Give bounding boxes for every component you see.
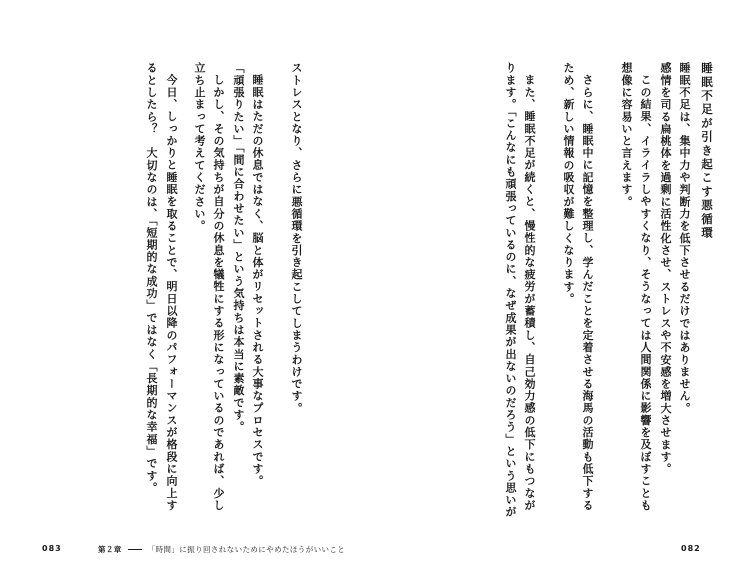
body-column: 今日、しっかりと睡眠を取ることで、明日以降のパフォーマンスが格段に向上す: [165, 74, 178, 512]
body-column: しかし、その気持ちが自分の休息を犠牲にする形になっているのであれば、少し: [212, 74, 225, 512]
running-title: 「時間」に振り回されないためにやめたほうがいいこと: [147, 545, 346, 554]
body-column: るとしたら？ 大切なのは、「短期的な成功」ではなく「長期的な幸福」です。: [145, 62, 158, 494]
section-heading: 睡眠不足が引き起こす悪循環: [700, 62, 714, 241]
body-column: 感情を司る扁桃体を過剰に活性化させ、ストレスや不安感を増大させます。: [659, 62, 672, 476]
body-column: 睡眠不足は、集中力や判断力を低下させるだけではありません。: [678, 62, 691, 415]
body-column: さらに、睡眠中に記憶を整理し、学んだことを定着させる海馬の活動も低下する: [581, 74, 594, 512]
page-number: 082: [681, 544, 701, 553]
body-column: また、睡眠不足が続くと、慢性的な疲労が蓄積し、自己効力感の低下にもつなが: [523, 74, 536, 512]
right-page: [377, 0, 754, 581]
running-chapter: 第２章: [98, 545, 122, 554]
body-column: 想像に容易いと言えます。: [620, 62, 633, 208]
running-separator: [128, 549, 142, 550]
running-header: [98, 544, 345, 555]
body-column: ります。「こんなにも頑張っているのに、なぜ成果が出ないのだろう」という思いが: [504, 62, 517, 519]
body-column: ため、新しい情報の吸収が難しくなります。: [562, 62, 575, 305]
body-column: 睡眠はただの休息ではなく、脳と体がリセットされる大事なプロセスです。: [251, 74, 264, 488]
body-column: この結果、イライラしやすくなり、そうなっては人間関係に影響を及ぼすことも: [639, 74, 652, 512]
body-column: 「頑張りたい」「間に合わせたい」という気持ちは本当に素敵です。: [232, 62, 245, 434]
body-column: ストレスとなり、さらに悪循環を引き起こしてしまうわけです。: [290, 62, 303, 415]
body-column: 立ち止まって考えてください。: [193, 62, 206, 233]
page-number: 083: [42, 544, 62, 553]
